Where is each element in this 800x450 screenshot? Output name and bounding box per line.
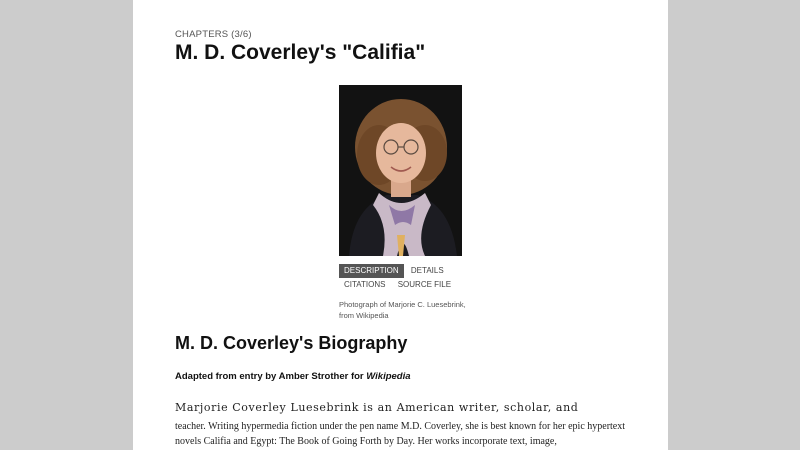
tab-description[interactable]: DESCRIPTION xyxy=(339,264,404,278)
tab-citations[interactable]: CITATIONS xyxy=(344,280,386,289)
portrait-photo[interactable] xyxy=(339,85,462,256)
page-title: M. D. Coverley's "Califia" xyxy=(175,41,426,64)
section-heading: M. D. Coverley's Biography xyxy=(175,333,408,353)
attribution-source: Wikipedia xyxy=(366,371,411,382)
media-figure xyxy=(339,85,466,321)
media-tabs xyxy=(339,264,462,292)
attribution xyxy=(175,371,411,382)
biography-lede: Marjorie Coverley Luesebrink is an American writer, scholar, and xyxy=(175,401,579,414)
photo-caption: Photograph of Marjorie C. Luesebrink, from Wikipedia xyxy=(339,300,466,320)
page-content xyxy=(133,0,668,450)
breadcrumb[interactable]: CHAPTERS (3/6) xyxy=(175,29,252,40)
biography-text: teacher. Writing hypermedia fiction under the pen name M.D. Coverley, she is best known for her epic hypertext novels Califia and Egypt: The Book of Going Forth by Day. Her works incorporate text, image, xyxy=(175,421,626,447)
tab-source-file[interactable]: SOURCE FILE xyxy=(397,280,452,289)
attribution-prefix: Adapted from entry by Amber Strother for xyxy=(175,371,364,382)
tab-details[interactable]: DETAILS xyxy=(410,266,444,275)
